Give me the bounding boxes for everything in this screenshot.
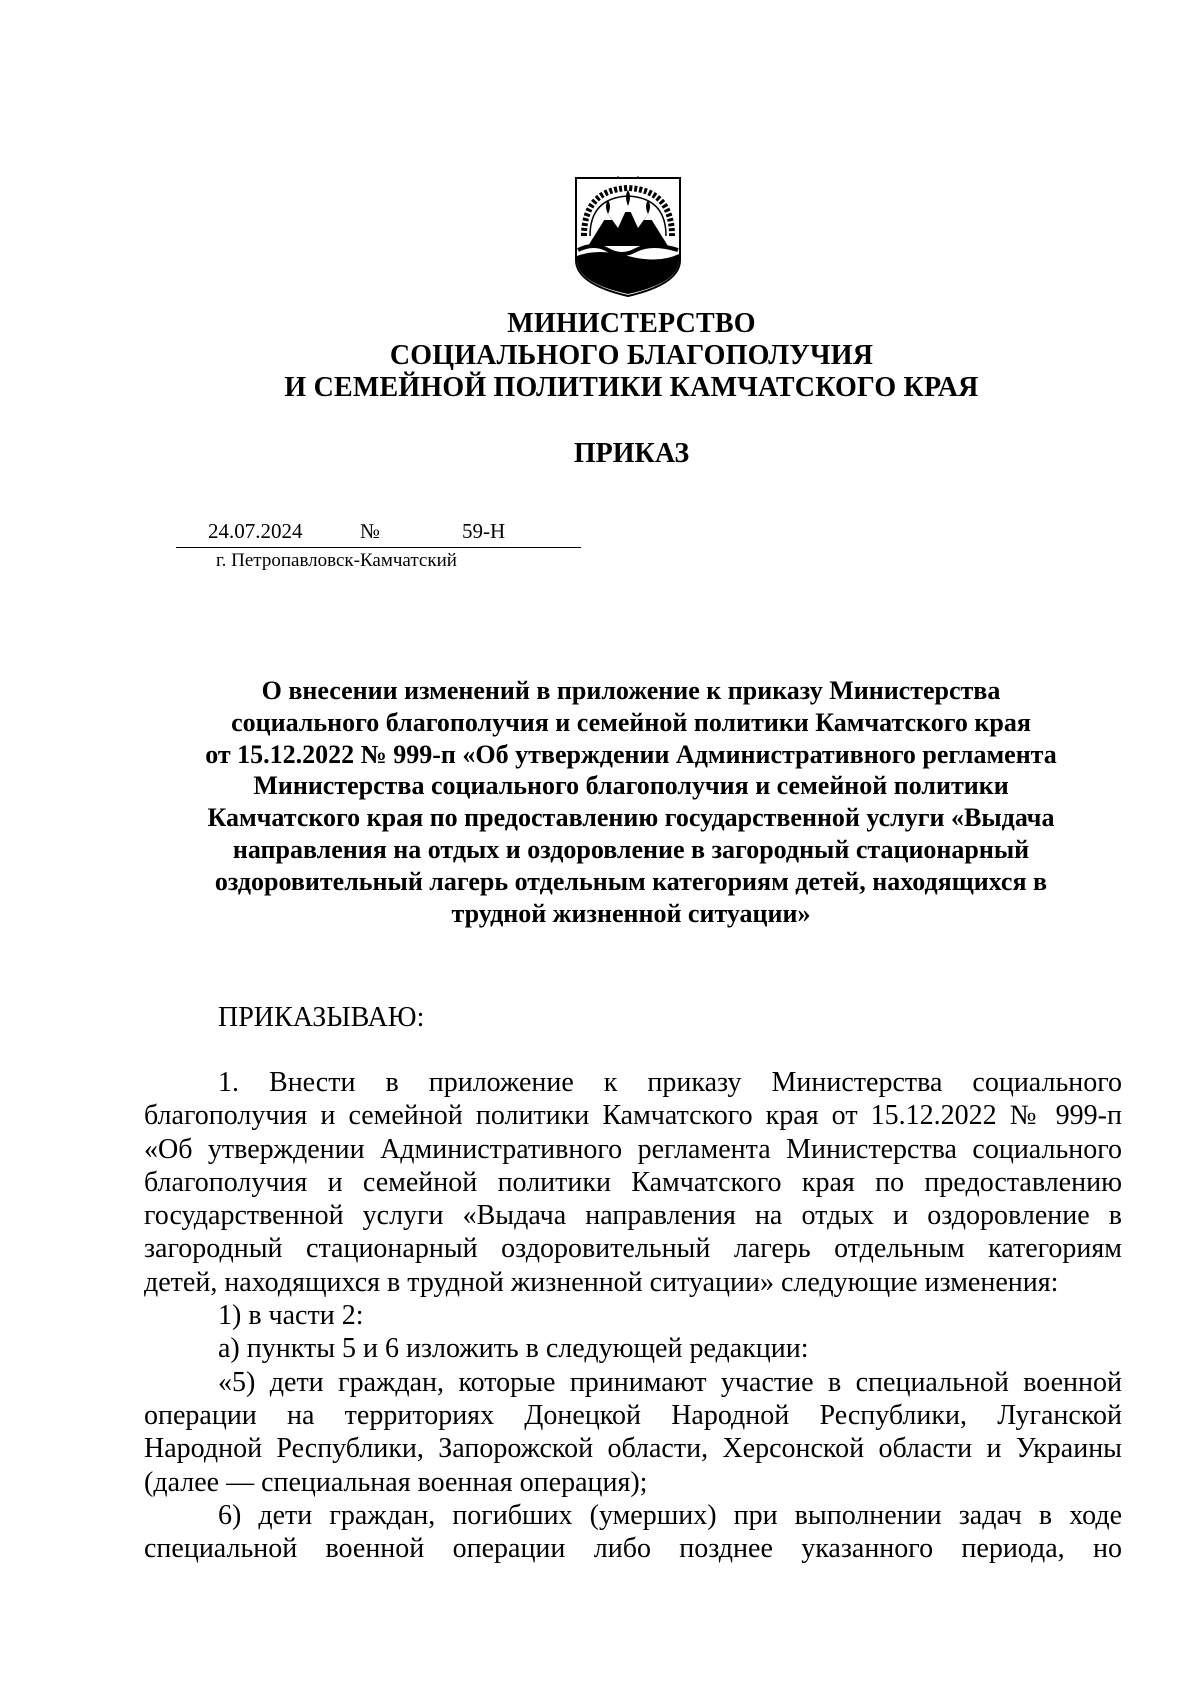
document-city: г. Петропавловск-Камчатский — [216, 550, 457, 571]
title-line: направления на отдых и оздоровление в загородный стационарный — [232, 834, 1030, 864]
ministry-line-3: И СЕМЕЙНОЙ ПОЛИТИКИ КАМЧАТСКОГО КРАЯ — [284, 372, 979, 403]
document-title — [140, 675, 1122, 929]
document-date: 24.07.2024 — [208, 519, 303, 543]
title-line: трудной жизненной ситуации» — [451, 898, 811, 928]
body-line: а) пункты 5 и 6 изложить в следующей редакции: — [218, 1333, 809, 1365]
title-line: О внесении изменений в приложение к приказу Министерства — [261, 676, 1001, 705]
ministry-line-1: МИНИСТЕРСТВО — [507, 308, 756, 339]
body-line: операции на территориях Донецкой Народной Республики, Луганской — [144, 1399, 1122, 1431]
body-line: (далее — специальная военная операция); — [144, 1466, 648, 1498]
ministry-name — [0, 308, 1200, 404]
body-line: Народной Республики, Запорожской области, Херсонской области и Украины — [144, 1433, 1122, 1465]
document-number: 59-Н — [462, 519, 506, 543]
body-line: загородный стационарный оздоровительный лагерь отдельным категориям — [144, 1233, 1122, 1265]
body-line: 6) дети граждан, погибших (умерших) при выполнении задач в ходе — [218, 1499, 1122, 1531]
body-line: специальной военной операции либо позднее указанного периода, но — [144, 1533, 1122, 1565]
kamchatka-coat-of-arms-icon — [574, 176, 682, 298]
title-line: социального благополучия и семейной политики Камчатского края — [231, 707, 1031, 737]
title-line: Камчатского края по предоставлению государственной услуги «Выдача — [207, 803, 1055, 833]
body-line: благополучия и семейной политики Камчатского края по предоставлению — [144, 1166, 1122, 1198]
ministry-line-2: СОЦИАЛЬНОГО БЛАГОПОЛУЧИЯ — [389, 340, 874, 371]
document-type: ПРИКАЗ — [573, 438, 690, 469]
body-line: детей, находящихся в трудной жизненной ситуации» следующие изменения: — [144, 1266, 1059, 1298]
document-body — [144, 1066, 1122, 1565]
title-line: оздоровительный лагерь отдельным категориям детей, находящихся в — [214, 866, 1048, 896]
body-line: 1. Внести в приложение к приказу Министерства социального — [218, 1067, 1122, 1098]
body-line: «Об утверждении Административного регламента Министерства социального — [144, 1133, 1122, 1165]
body-line: 1) в части 2: — [218, 1300, 364, 1332]
number-sign: № — [360, 519, 381, 543]
title-line: Министерства социального благополучия и семейной политики — [253, 771, 1009, 801]
title-line: от 15.12.2022 № 999-п «Об утверждении Административного регламента — [205, 739, 1057, 769]
order-word: ПРИКАЗЫВАЮ: — [218, 1002, 425, 1033]
document-meta-row — [176, 517, 581, 548]
body-line: государственной услуги «Выдача направления на отдых и оздоровление в — [144, 1200, 1122, 1232]
body-line: благополучия и семейной политики Камчатского края от 15.12.2022 № 999-п — [144, 1100, 1122, 1132]
body-line: «5) дети граждан, которые принимают участие в специальной военной — [218, 1366, 1122, 1398]
